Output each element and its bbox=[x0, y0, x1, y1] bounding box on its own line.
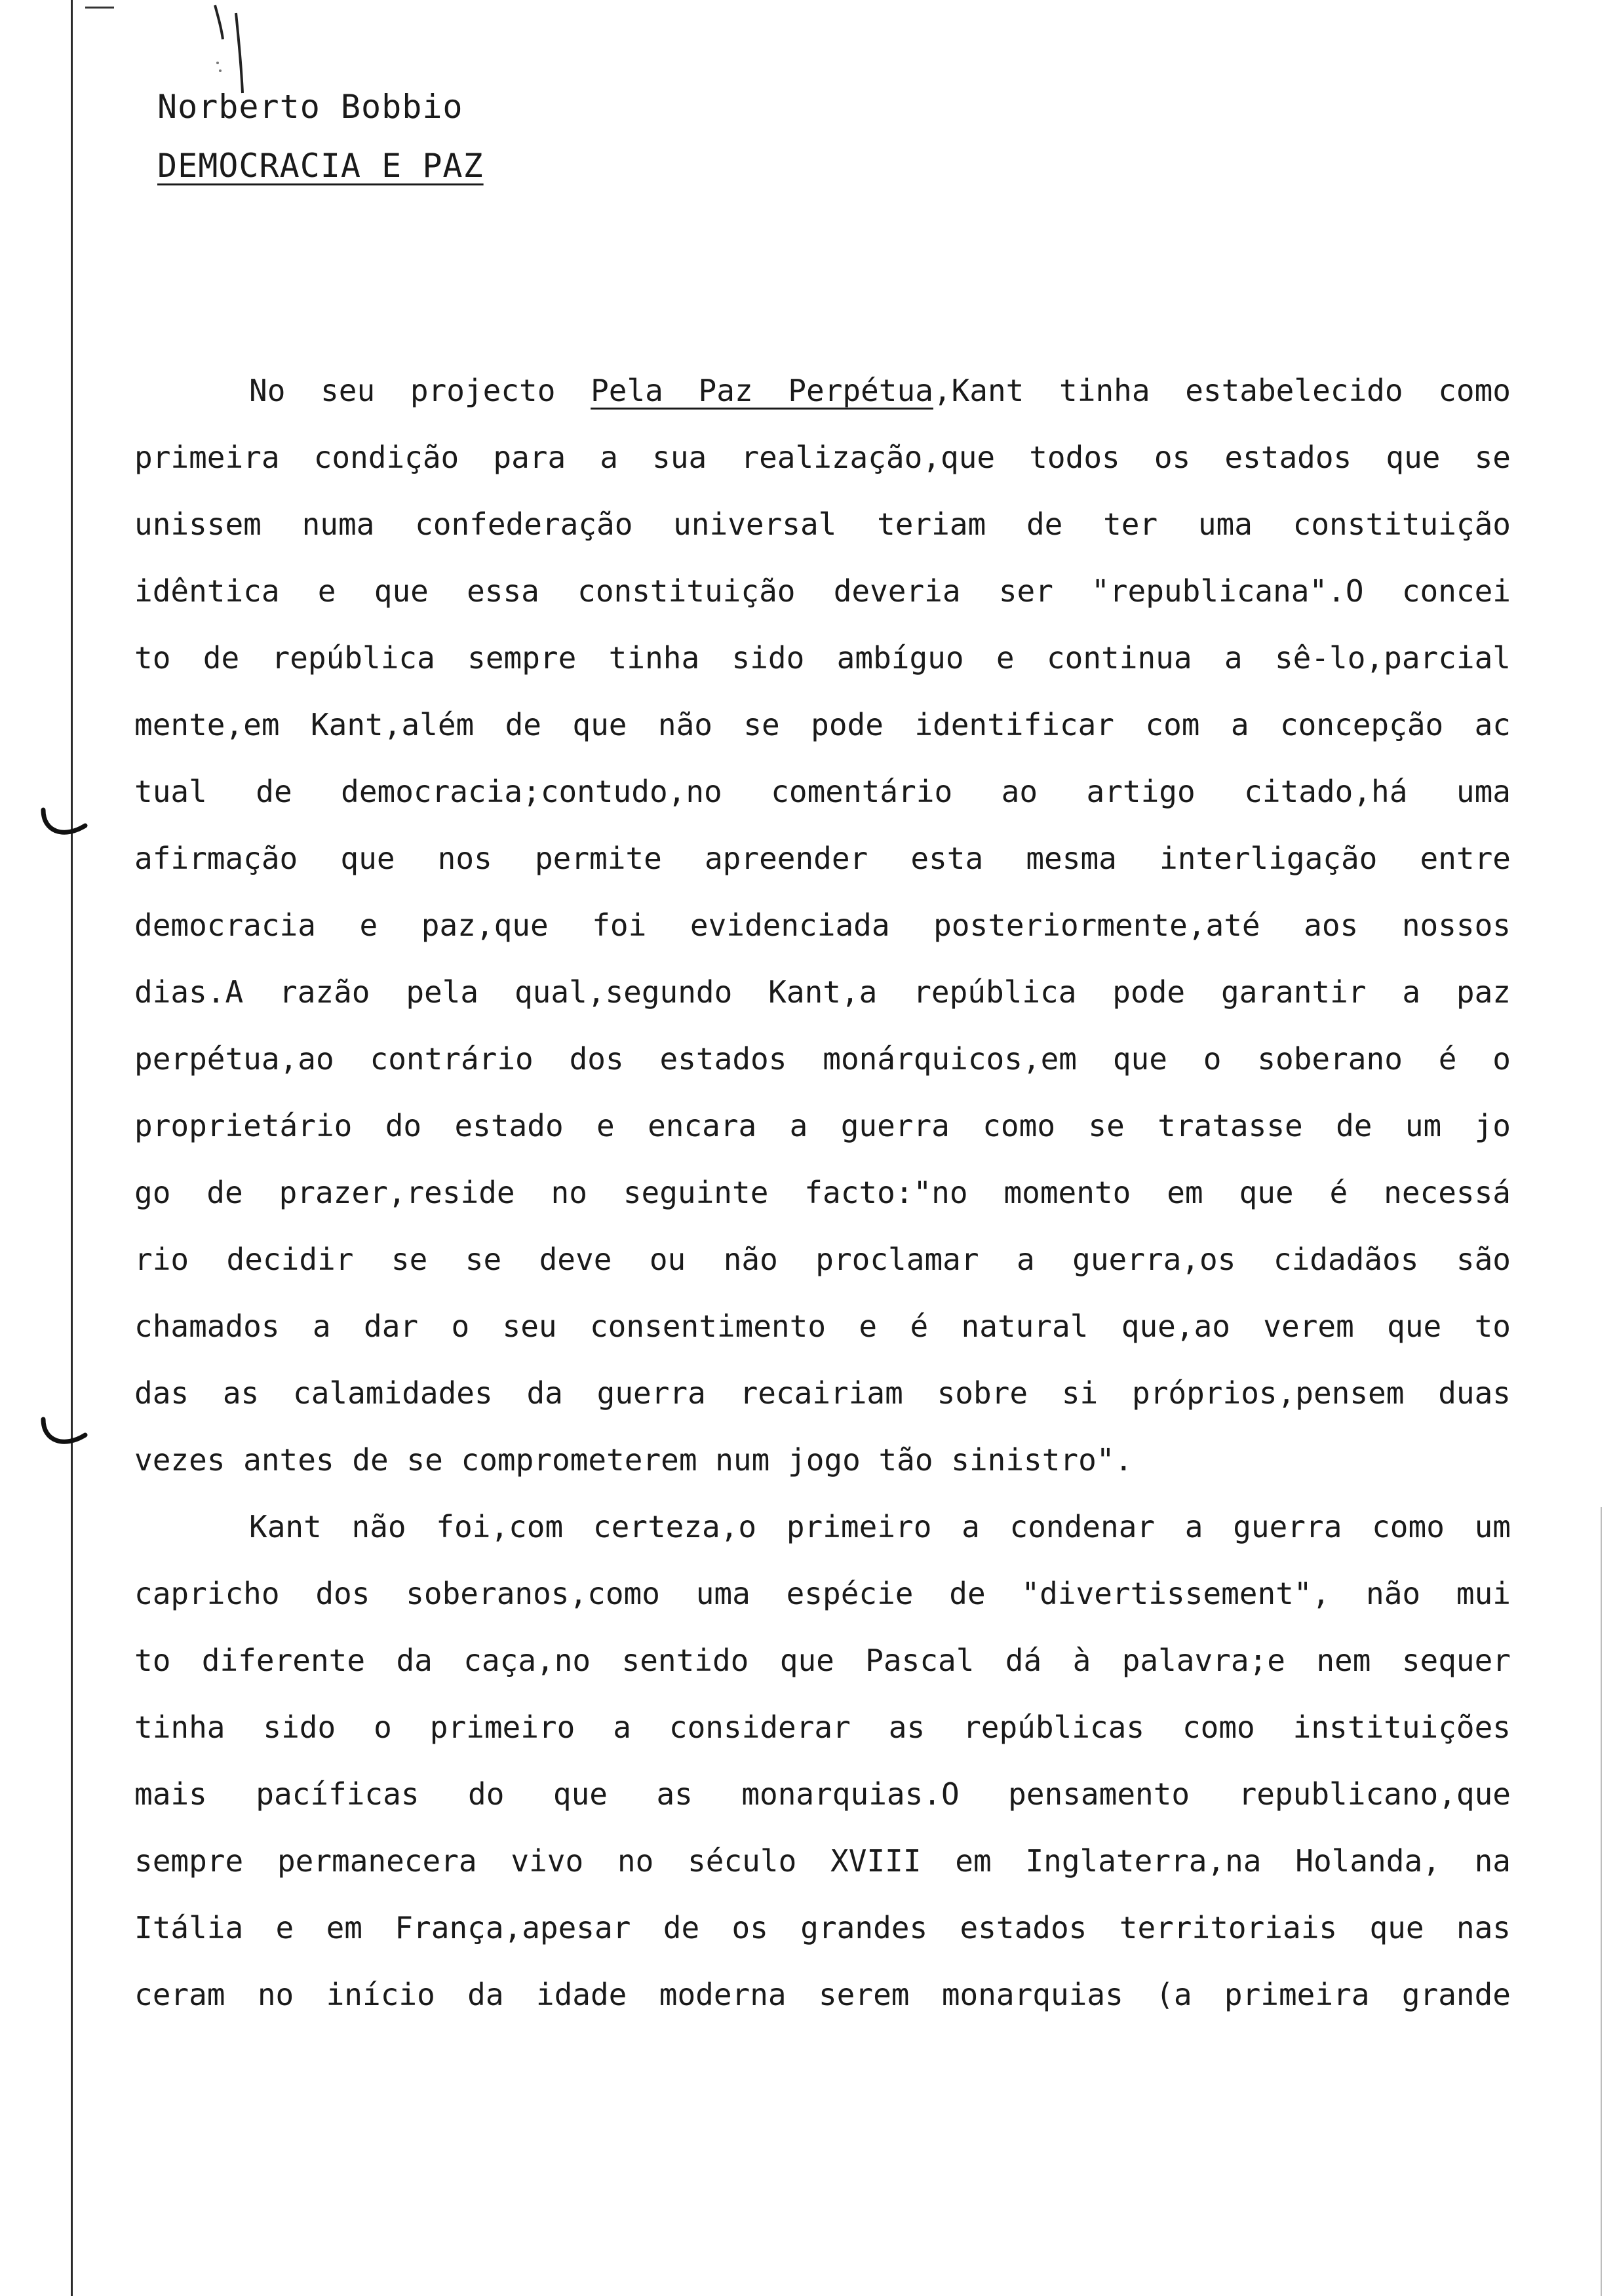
text-line: democracia e paz,que foi evidenciada posteriormente,até aos nossos bbox=[134, 908, 1511, 943]
handwritten-tick-marks bbox=[210, 0, 262, 98]
text-line: tinha sido o primeiro a considerar as repúblicas como instituições bbox=[134, 1710, 1511, 1745]
text-line: mais pacíficas do que as monarquias.O pensamento republicano,que bbox=[134, 1776, 1511, 1812]
corner-pen-mark bbox=[85, 3, 114, 9]
author-name: Norberto Bobbio bbox=[157, 88, 463, 126]
text-line: ceram no início da idade moderna serem monarquias (a primeira grande bbox=[134, 1977, 1511, 2012]
text-line: tual de democracia;contudo,no comentário ao artigo citado,há uma bbox=[134, 774, 1511, 809]
text-line: Itália e em França,apesar de os grandes estados territoriais que nas bbox=[134, 1910, 1511, 1945]
document-title: DEMOCRACIA E PAZ bbox=[157, 147, 484, 185]
text-line: unissem numa confederação universal teriam de ter uma constituição bbox=[134, 507, 1511, 542]
text-line: sempre permanecera vivo no século XVIII em Inglaterra,na Holanda, na bbox=[134, 1843, 1511, 1879]
text-line: to diferente da caça,no sentido que Pascal dá à palavra;e nem sequer bbox=[134, 1643, 1511, 1678]
document-header bbox=[157, 88, 484, 185]
text-line: idêntica e que essa constituição deveria ser "republicana".O concei bbox=[134, 573, 1511, 609]
text-line: go de prazer,reside no seguinte facto:"no momento em que é necessá bbox=[134, 1175, 1511, 1210]
text-line: rio decidir se se deve ou não proclamar a guerra,os cidadãos são bbox=[134, 1242, 1511, 1277]
book-title: Pela Paz Perpétua bbox=[591, 373, 933, 408]
body-text bbox=[134, 357, 1511, 2028]
text-line: proprietário do estado e encara a guerra como se tratasse de um jo bbox=[134, 1108, 1511, 1143]
text-line: No seu projecto Pela Paz Perpétua,Kant tinha estabelecido como bbox=[249, 373, 1511, 408]
text-line: vezes antes de se comprometerem num jogo tão sinistro". bbox=[134, 1442, 1133, 1478]
text-line: primeira condição para a sua realização,que todos os estados que se bbox=[134, 440, 1511, 475]
right-edge-line bbox=[1601, 1507, 1602, 2296]
binder-hole-mark bbox=[38, 806, 90, 845]
text-line: dias.A razão pela qual,segundo Kant,a república pode garantir a paz bbox=[134, 974, 1511, 1010]
text-line: to de república sempre tinha sido ambíguo e continua a sê-lo,parcial bbox=[134, 640, 1511, 676]
text-line: chamados a dar o seu consentimento e é natural que,ao verem que to bbox=[134, 1309, 1511, 1344]
text-line: perpétua,ao contrário dos estados monárquicos,em que o soberano é o bbox=[134, 1041, 1511, 1077]
binder-hole-mark bbox=[38, 1415, 90, 1455]
text-line: afirmação que nos permite apreender esta mesma interligação entre bbox=[134, 841, 1511, 876]
text-line: das as calamidades da guerra recairiam sobre si próprios,pensem duas bbox=[134, 1375, 1511, 1411]
text-line: Kant não foi,com certeza,o primeiro a condenar a guerra como um bbox=[249, 1509, 1511, 1544]
left-binding-line bbox=[71, 0, 73, 2296]
text-line: mente,em Kant,além de que não se pode identificar com a concepção ac bbox=[134, 707, 1511, 742]
text-line: capricho dos soberanos,como uma espécie de "divertissement", não mui bbox=[134, 1576, 1511, 1611]
